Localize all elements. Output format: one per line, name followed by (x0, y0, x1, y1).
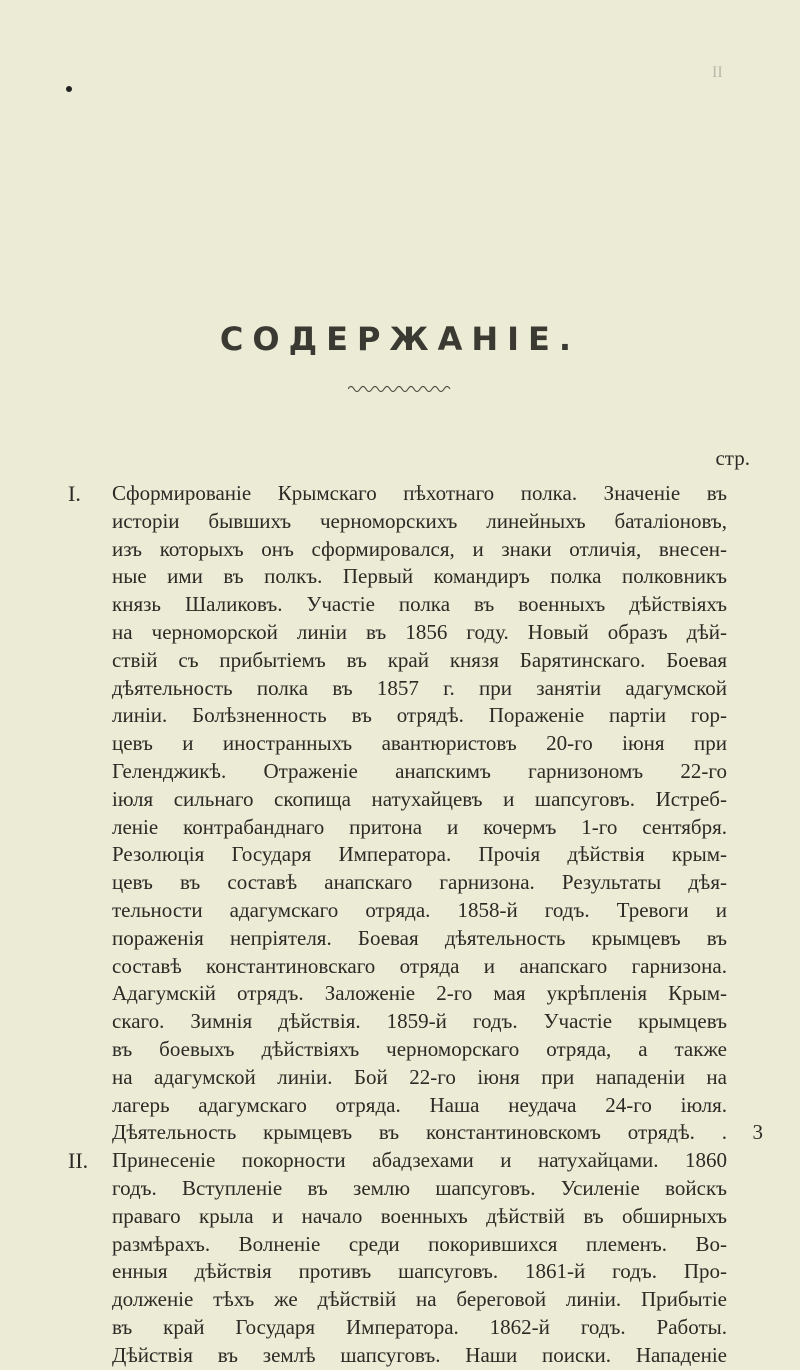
entry-number: II. (68, 1148, 89, 1174)
entry-text (112, 1147, 727, 1369)
entry-line: енныя дѣйствія противъ шапсуговъ. 1861-й годъ. Про- (112, 1259, 727, 1284)
page-column-label: стр. (715, 446, 750, 470)
entry-line: скаго. Зимнія дѣйствія. 1859-й годъ. Участіе крымцевъ (112, 1009, 727, 1034)
page-number: II (712, 64, 723, 81)
entry-line: дѣятельность полка въ 1857 г. при занятіи адагумской (112, 675, 727, 700)
entry-line: Сформированіе Крымскаго пѣхотнаго полка. Значеніе въ (112, 481, 727, 505)
entry-number: I. (68, 481, 81, 506)
entry-line: изъ которыхъ онъ сформировался, и знаки отличія, внесен- (112, 536, 727, 561)
entry-line: Резолюція Государя Императора. Прочія дѣйствія крым- (112, 842, 727, 867)
entry-line: Адагумскій отрядъ. Заложеніе 2-го мая укрѣпленія Крым- (112, 981, 727, 1006)
entry-line: исторіи бывшихъ черноморскихъ линейныхъ баталіоновъ, (112, 508, 727, 533)
entry-line: на адагумской линіи. Бой 22-го іюня при нападеніи на (112, 1064, 727, 1089)
entry-line: размѣрахъ. Волненіе среди покорившихся племенъ. Во- (112, 1231, 727, 1256)
entry-page-number: 3 (752, 1120, 763, 1145)
toc-entry-2 (68, 1147, 763, 1369)
entry-line: лагерь адагумскаго отряда. Наша неудача 24-го іюля. (112, 1092, 727, 1117)
entry-line: леніе контрабанднаго притона и кочермъ 1-го сентября. (112, 814, 727, 839)
entry-line: составѣ константиновскаго отряда и анапскаго гарнизона. (112, 953, 727, 978)
entry-line: въ край Государя Императора. 1862-й годъ. Работы. (112, 1314, 727, 1339)
entry-line: ные ими въ полкъ. Первый командиръ полка полковникъ (112, 564, 727, 589)
entry-line: въ боевыхъ дѣйствіяхъ черноморскаго отряда, а также (112, 1036, 727, 1061)
entry-line: долженіе тѣхъ же дѣйствій на береговой линіи. Прибытіе (112, 1287, 727, 1312)
wavy-ornament-icon (348, 384, 452, 394)
entry-line: годъ. Вступленіе въ землю шапсуговъ. Усиленіе войскъ (112, 1175, 727, 1200)
entry-line: іюля сильнаго скопища натухайцевъ и шапсуговъ. Истреб- (112, 786, 727, 811)
table-of-contents (68, 480, 763, 1370)
entry-line: князь Шаликовъ. Участіе полка въ военныхъ дѣйствіяхъ (112, 592, 727, 617)
entry-line: праваго крыла и начало военныхъ дѣйствій въ обширныхъ (112, 1203, 727, 1228)
entry-line: на черноморской линіи въ 1856 году. Новый образъ дѣй- (112, 619, 727, 644)
entry-line: ствій съ прибытіемъ въ край князя Барятинскаго. Боевая (112, 647, 727, 672)
page-title: СОДЕРЖАНІЕ. (219, 320, 581, 358)
entry-line: Дѣйствія въ землѣ шапсуговъ. Наши поиски. Нападеніе (112, 1342, 727, 1367)
entry-line: Принесеніе покорности абадзехами и натухайцами. 1860 (112, 1148, 727, 1173)
toc-entry-1 (68, 480, 763, 1147)
entry-line: тельности адагумскаго отряда. 1858-й годъ. Тревоги и (112, 897, 727, 922)
entry-line: Геленджикѣ. Отраженіе анапскимъ гарнизономъ 22-го (112, 758, 727, 783)
ink-dot (66, 86, 72, 92)
entry-line: цевъ и иностранныхъ авантюристовъ 20-го іюня при (112, 731, 727, 756)
entry-text (112, 480, 727, 1147)
entry-line: пораженія непріятеля. Боевая дѣятельность крымцевъ въ (112, 925, 727, 950)
entry-line: цевъ въ составѣ анапскаго гарнизона. Результаты дѣя- (112, 870, 727, 895)
entry-line: линіи. Болѣзненность въ отрядѣ. Пораженіе партіи гор- (112, 703, 727, 728)
entry-line: Дѣятельность крымцевъ въ константиновскомъ отрядѣ. . (112, 1120, 727, 1145)
